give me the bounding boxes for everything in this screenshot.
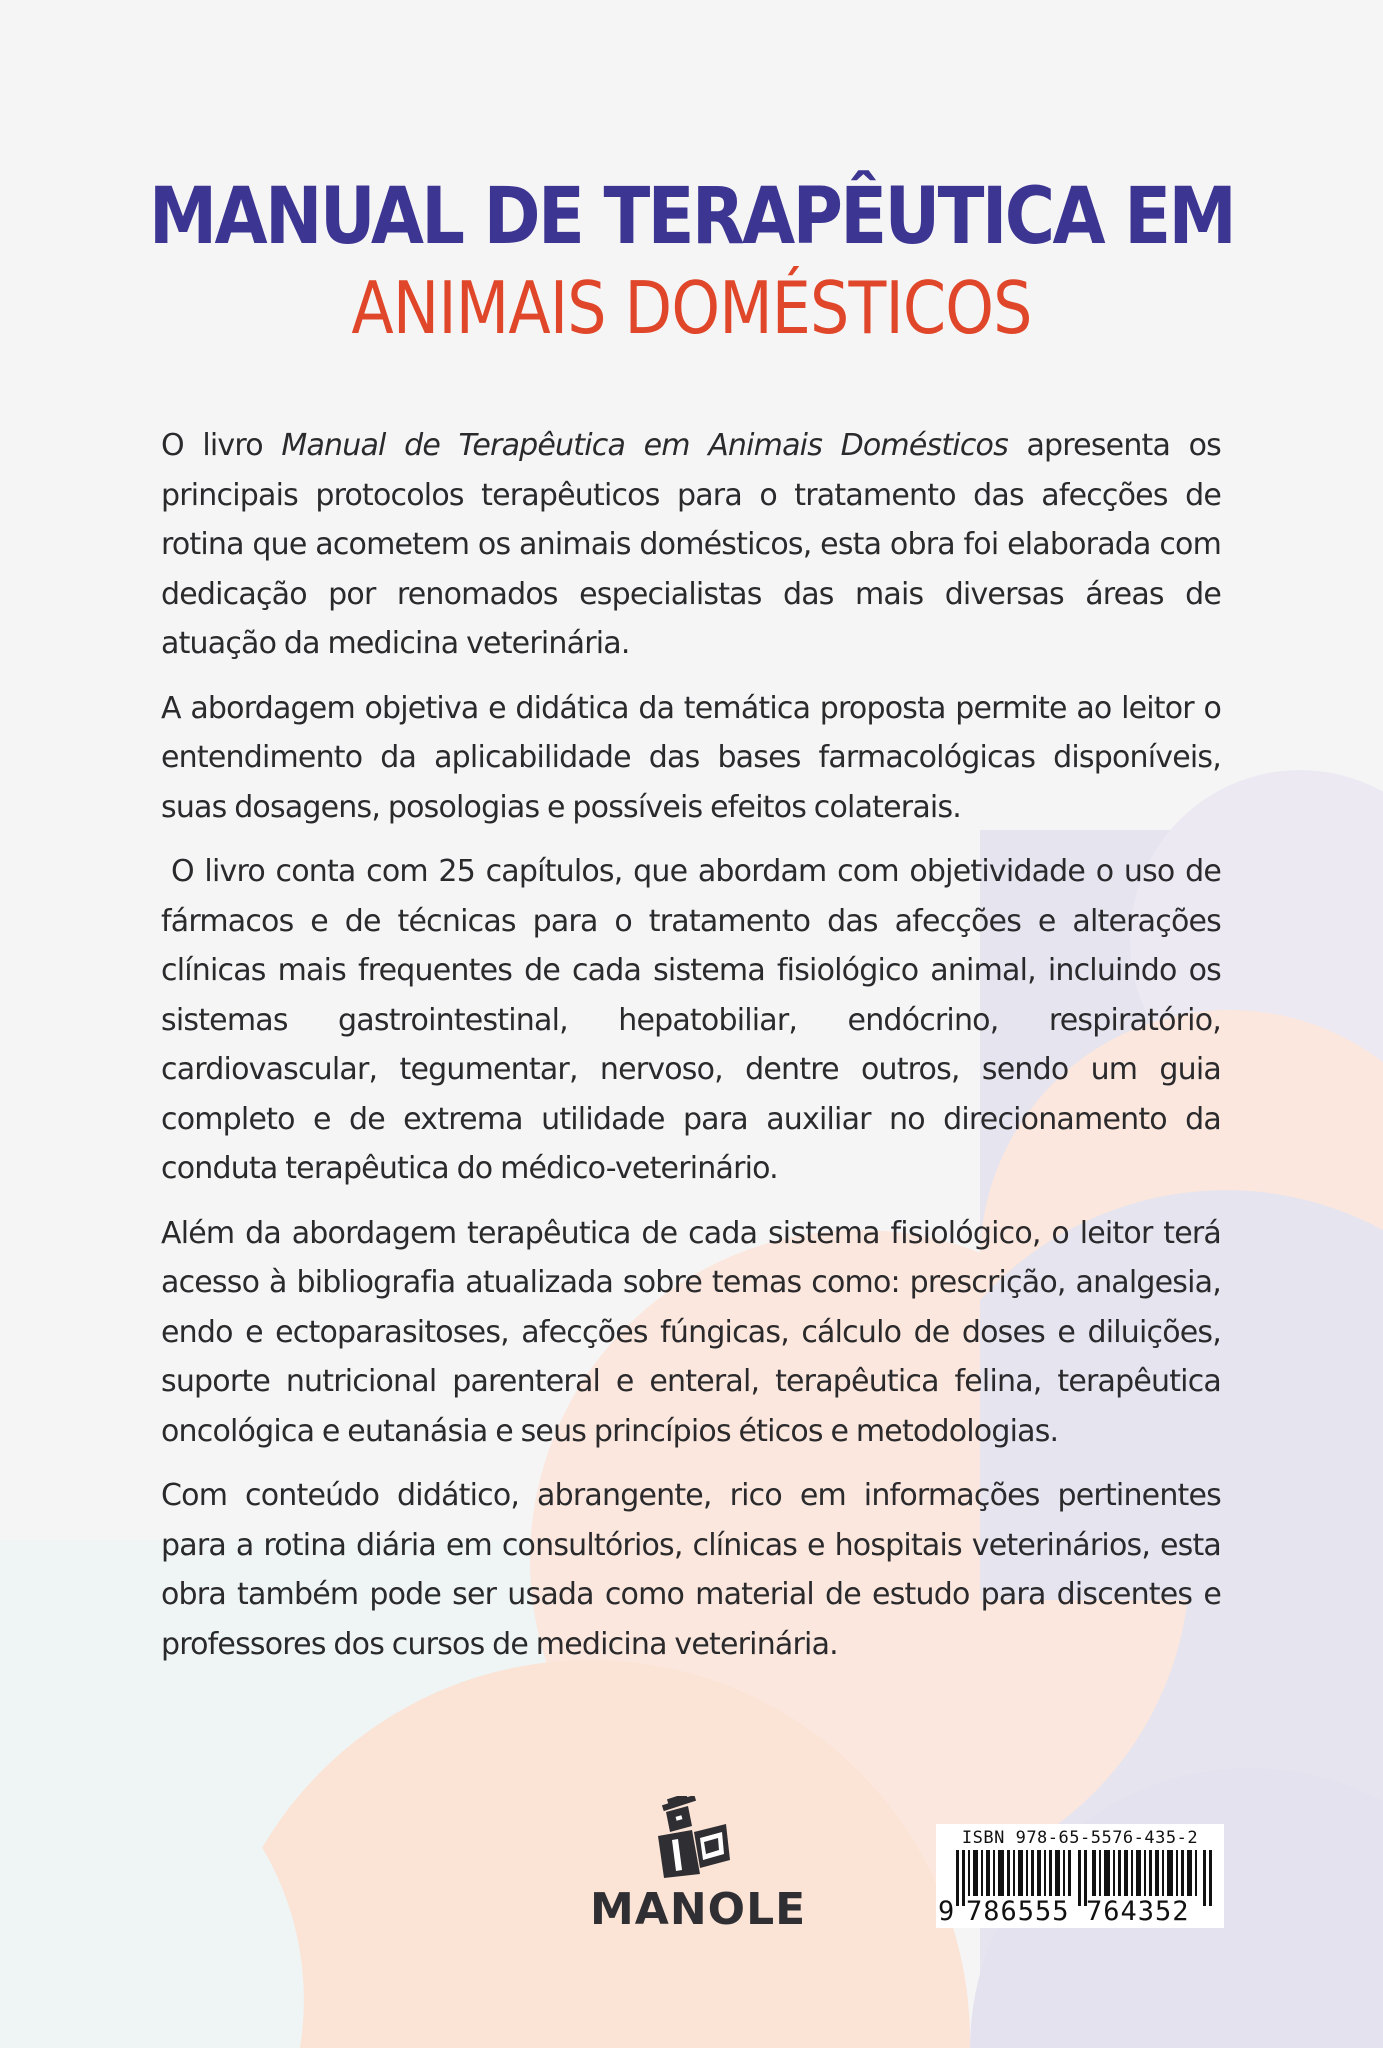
publisher-name: MANOLE bbox=[590, 1884, 807, 1935]
title-line-2: ANIMAIS DOMÉSTICOS bbox=[351, 266, 1032, 350]
paragraph-1 bbox=[161, 421, 1221, 669]
description-text bbox=[161, 421, 1221, 1684]
isbn-label: ISBN 978-65-5576-435-2 bbox=[961, 1828, 1199, 1848]
ean-left-group: 786555 bbox=[966, 1896, 1070, 1927]
publisher-logo bbox=[590, 1796, 807, 1936]
paragraph-1-lead: O livro bbox=[161, 428, 282, 463]
paragraph-3: O livro conta com 25 capítulos, que abordam com objetividade o uso de fármacos e de técnicas para o tratamento das afecções e alterações clínicas mais frequentes de cada sistema fisiológico animal, incluindo os sistemas gastrointestinal, hepatobiliar, endócrino, respiratório, cardiovascular, tegumentar, nervoso, dentre outros, sendo um guia completo e de extrema utilidade para auxiliar no direcionamento da conduta terapêutica do médico-veterinário. bbox=[161, 854, 1221, 1186]
book-title-italic: Manual de Terapêutica em Animais Domésticos bbox=[281, 428, 1008, 463]
ean-first-digit: 9 bbox=[938, 1896, 955, 1927]
paragraph-1-rest: apresenta os principais protocolos terapêuticos para o tratamento das afecções de rotina que acometem os animais domésticos, esta obra foi elaborada com dedicação por renomados especialistas das mais diversas áreas de atuação da medicina veterinária. bbox=[161, 428, 1222, 661]
manole-reader-icon bbox=[648, 1796, 732, 1878]
title-line-1: MANUAL DE TERAPÊUTICA EM bbox=[148, 172, 1235, 262]
ean-digits bbox=[936, 1896, 1224, 1928]
paragraph-4: Além da abordagem terapêutica de cada sistema fisiológico, o leitor terá acesso à bibliografia atualizada sobre temas como: prescrição, analgesia, endo e ectoparasitoses, afecções fúngicas, cálculo de doses e diluições, suporte nutricional parenteral e enteral, terapêutica felina, terapêutica oncológica e eutanásia e seus princípios éticos e metodologias. bbox=[161, 1215, 1221, 1449]
isbn-barcode bbox=[936, 1824, 1224, 1928]
paragraph-5: Com conteúdo didático, abrangente, rico em informações pertinentes para a rotina diária em consultórios, clínicas e hospitais veterinários, esta obra também pode ser usada como material de estudo para discentes e professores dos cursos de medicina veterinária. bbox=[161, 1478, 1221, 1662]
ean-right-group: 764352 bbox=[1086, 1896, 1190, 1927]
paragraph-2: A abordagem objetiva e didática da temática proposta permite ao leitor o entendimento da aplicabilidade das bases farmacológicas disponíveis, suas dosagens, posologias e possíveis efeitos colaterais. bbox=[161, 690, 1221, 825]
